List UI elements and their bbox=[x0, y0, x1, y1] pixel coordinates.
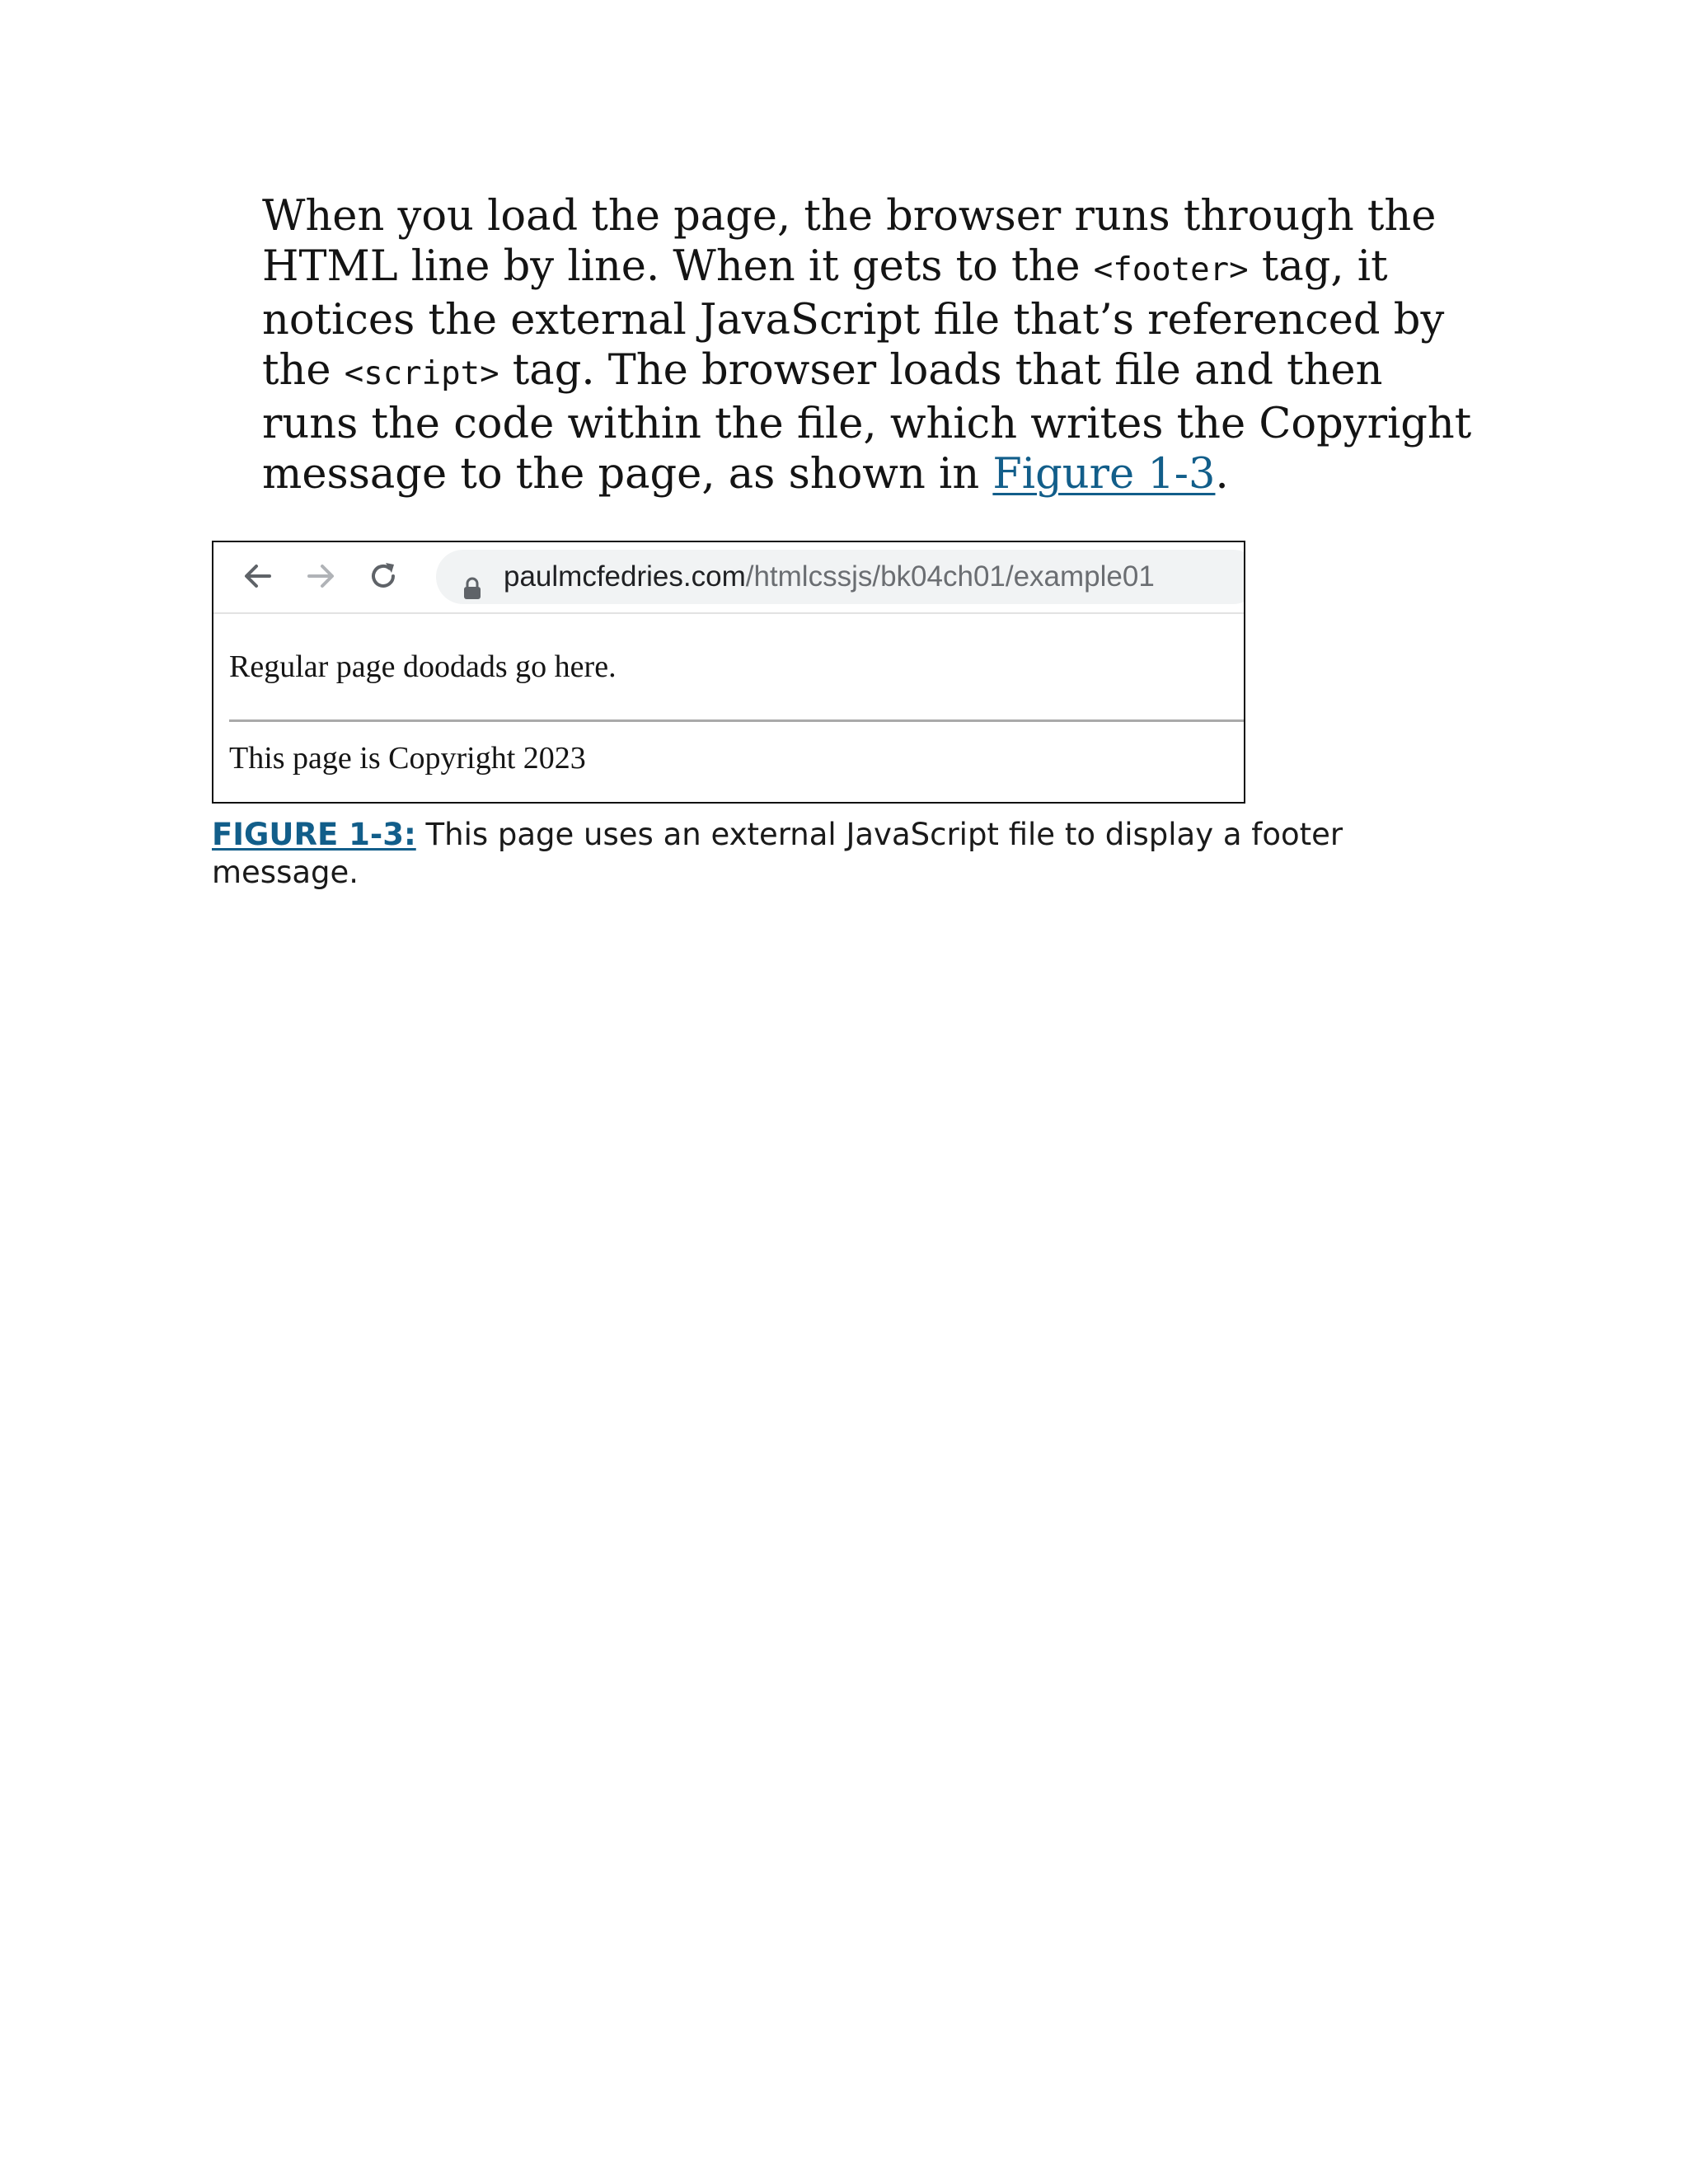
browser-toolbar bbox=[213, 542, 1244, 614]
figure-caption bbox=[212, 816, 1415, 892]
lock-icon bbox=[462, 565, 482, 589]
address-bar[interactable] bbox=[436, 550, 1245, 604]
url-path: /htmlcssjs/bk04ch01/example01 bbox=[745, 560, 1155, 593]
figure-label-link[interactable]: FIGURE 1-3: bbox=[212, 817, 416, 852]
page-footer-line: This page is Copyright 2023 bbox=[229, 741, 586, 776]
page-content-line: Regular page doodads go here. bbox=[229, 649, 617, 684]
paragraph-text: . bbox=[1215, 450, 1229, 499]
reload-icon[interactable] bbox=[364, 557, 402, 595]
figure-reference-link[interactable]: Figure 1-3 bbox=[992, 450, 1216, 499]
url-text bbox=[504, 550, 1155, 604]
forward-arrow-icon[interactable] bbox=[302, 557, 340, 595]
url-domain: paulmcfedries.com bbox=[504, 560, 746, 593]
body-paragraph bbox=[262, 191, 1482, 499]
paragraph-text: tag. The browser loads that file and then runs the code within the file, which writes the Copyright message to the page, as shown in bbox=[262, 346, 1472, 499]
horizontal-rule bbox=[229, 719, 1245, 722]
figure-screenshot bbox=[212, 541, 1245, 804]
caption-text: This page uses an external JavaScript file to display a footer message. bbox=[212, 817, 1343, 890]
paragraph-text: When you load the page, the browser runs through the HTML line by line. When it gets to the bbox=[262, 192, 1437, 291]
script-tag-code: <script> bbox=[344, 355, 499, 392]
paragraph-text: tag, it notices the external JavaScript file that’s referenced by the bbox=[262, 242, 1445, 395]
back-arrow-icon[interactable] bbox=[239, 557, 277, 595]
footer-tag-code: <footer> bbox=[1093, 251, 1249, 288]
